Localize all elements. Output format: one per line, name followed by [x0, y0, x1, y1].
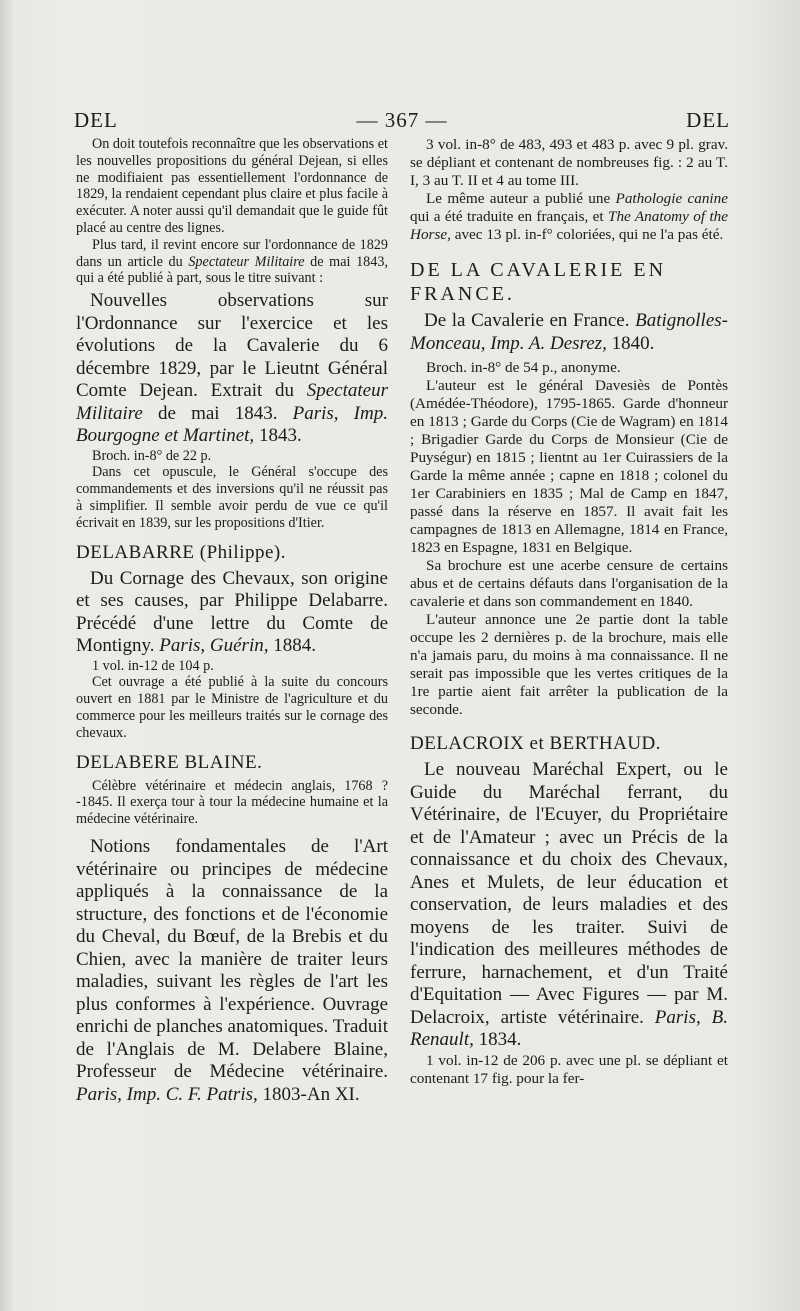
- paragraph: L'auteur est le général Davesiès de Pontès (Amédée-Théodore), 1795-1865. Garde d'honneur en 1813 ; Garde du Corps (Cie de Wagram) en 1814 ; Brigadier Garde du Corps de Monsieur (Cie de Puységur) en 1815 ; lientnt au 1er Cuirassiers de la Garde la même année ; capne en 1818 ; colonel du 1er Carabiniers en 1835 ; Mal de Camp en 1847, passé dans la réserve en 1857. Il avait fait les campagnes de 1813 en Allemagne, 1814 en France, 1823 en Espagne, 1831 en Belgique.: [410, 377, 728, 556]
- paragraph: Cet ouvrage a été publié à la suite du concours ouvert en 1881 par le Ministre de l'agriculture et du commerce pour les meilleurs traités sur le cornage des chevaux.: [76, 674, 388, 741]
- author-heading: DELABERE BLAINE.: [76, 751, 263, 773]
- header-left-word: DEL: [74, 108, 118, 132]
- book-description: 1 vol. in-12 de 104 p.: [92, 657, 214, 674]
- paragraph: Célèbre vétérinaire et médecin anglais, 1768 ?-1845. Il exerça tour à tour la médecine humaine et la médecine vétérinaire.: [76, 777, 388, 828]
- author-heading: DELABARRE (Philippe).: [76, 541, 286, 563]
- paragraph: On doit toutefois reconnaître que les observations et les nouvelles propositions du général Dejean, si elles ne modifiaient pas essentiellement l'ordonnance de 1829, la rendaient cependant plus claire et plus facile à exécuter. A noter aussi qu'il demandait que le guide fût placé au centre des lignes.: [76, 136, 388, 236]
- book-description: Broch. in-8° de 54 p., anonyme.: [426, 359, 621, 376]
- book-description: 1 vol. in-12 de 206 p. avec une pl. se dépliant et contenant 17 fig. pour la fer-: [410, 1051, 728, 1087]
- book-title: Notions fondamentales de l'Art vétérinaire ou principes de médecine appliqués à la connaissance de la structure, des fonctions et de l'économie du Cheval, du Bœuf, de la Brebis et du Chien, avec la manière de traiter leurs maladies, suivant les règles de l'art les plus conformes à l'expérience. Ouvrage enrichi de planches anatomiques. Traduit de l'Anglais de M. Delabere Blaine, Professeur de Médecine vétérinaire. Paris, Imp. C. F. Patris, 1803-An XI.: [76, 836, 388, 1105]
- book-description: 3 vol. in-8° de 483, 493 et 483 p. avec 9 pl. grav. se dépliant et contenant de nombreuses fig. : 2 au T. I, 3 au T. II et 4 au tome III.: [410, 136, 728, 189]
- paragraph: Dans cet opuscule, le Général s'occupe des commandements et des inversions qu'il ne réussit pas à simplifier. Il semble avoir perdu de vue ce qu'il écrivait en 1839, sur les propositions d'Itier.: [76, 464, 388, 531]
- right-column: [410, 136, 728, 1088]
- book-title: Nouvelles observations sur l'Ordonnance sur l'exercice et les évolutions de la Cavalerie du 6 décembre 1829, par le Lieutnt Général Comte Dejean. Extrait du Spectateur Militaire de mai 1843. Paris, Imp. Bourgogne et Martinet, 1843.: [76, 290, 388, 447]
- section-heading: DE LA CAVALERIE EN FRANCE.: [410, 259, 667, 305]
- book-description: Broch. in-8° de 22 p.: [92, 447, 212, 464]
- book-title: De la Cavalerie en France. Batignolles-Monceau, Imp. A. Desrez, 1840.: [410, 310, 728, 354]
- book-title: Du Cornage des Chevaux, son origine et ses causes, par Philippe Delabarre. Précédé d'une lettre du Comte de Montigny. Paris, Guérin, 1884.: [76, 567, 388, 657]
- running-header: [74, 108, 730, 138]
- book-title: Le nouveau Maréchal Expert, ou le Guide du Maréchal ferrant, du Vétérinaire, de l'Ecuyer, du Propriétaire et de l'Amateur ; avec un Précis de la connaissance et du choix des Chevaux, Anes et Mulets, de leur éducation et conservation, de leurs maladies et des moyens de les traiter. Suivi de l'indication des meilleures méthodes de ferrure, harnachement, et d'un Traité d'Equitation — Avec Figures — par M. Delacroix, artiste vétérinaire. Paris, B. Renault, 1834.: [410, 759, 728, 1050]
- paragraph: Le même auteur a publié une Pathologie canine qui a été traduite en français, et The Anatomy of the Horse, avec 13 pl. in-f° coloriées, qui ne l'a pas été.: [410, 190, 728, 243]
- page-number: — 367 —: [356, 108, 448, 132]
- paragraph: Sa brochure est une acerbe censure de certains abus et de certains défauts dans l'organisation de la cavalerie et dans son commandement en 1840.: [410, 557, 728, 610]
- header-right-word: DEL: [686, 108, 730, 132]
- paragraph: Plus tard, il revint encore sur l'ordonnance de 1829 dans un article du Spectateur Militaire de mai 1843, qui a été publié à part, sous le titre suivant :: [76, 236, 389, 287]
- author-heading: DELACROIX et BERTHAUD.: [410, 733, 662, 754]
- left-column: [76, 136, 388, 1106]
- paragraph: L'auteur annonce une 2e partie dont la table occupe les 2 dernières p. de la brochure, mais elle n'a jamais paru, du moins à ma connaissance. Il ne serait pas impossible que les vertes critiques de la 1re partie aient fait arrêter la publication de la seconde.: [410, 611, 728, 718]
